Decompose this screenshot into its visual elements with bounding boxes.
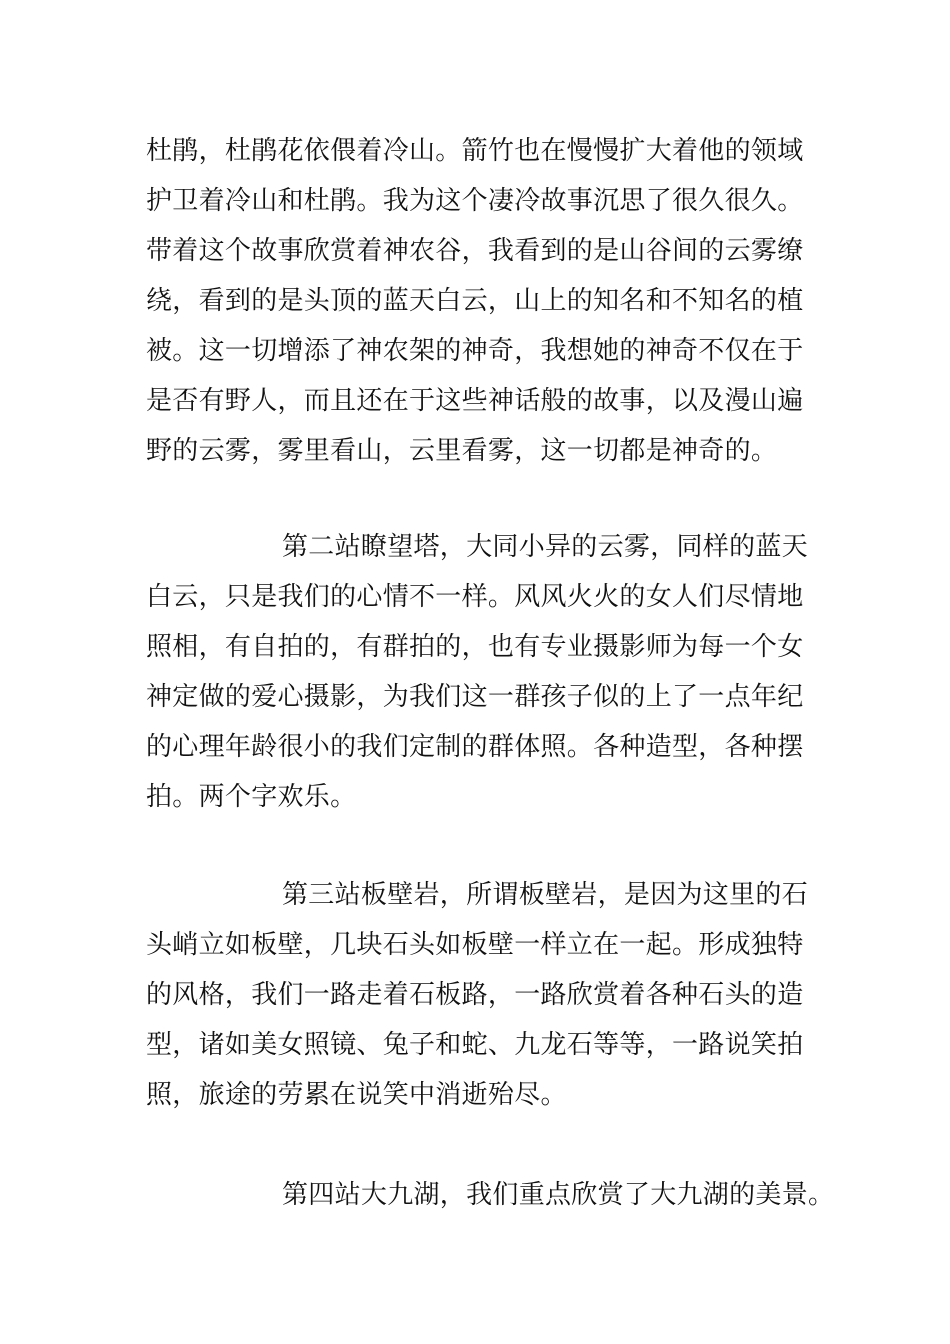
text-line: 带着这个故事欣赏着神农谷，我看到的是山谷间的云雾缭: [146, 236, 804, 266]
text-line: 第四站大九湖，我们重点欣赏了大九湖的美景。: [282, 1180, 835, 1210]
text-line: 拍。两个字欢乐。: [146, 782, 357, 812]
text-line: 绕，看到的是头顶的蓝天白云，山上的知名和不知名的植: [146, 286, 804, 316]
text-line: 照，旅途的劳累在说笑中消逝殆尽。: [146, 1080, 567, 1110]
text-line: 护卫着冷山和杜鹃。我为这个凄冷故事沉思了很久很久。: [146, 186, 804, 216]
text-line: 型，诸如美女照镜、兔子和蛇、九龙石等等，一路说笑拍: [146, 1030, 804, 1060]
text-line: 杜鹃，杜鹃花依偎着冷山。箭竹也在慢慢扩大着他的领域: [146, 136, 804, 166]
paragraph-4: [146, 1170, 846, 1220]
text-line: 白云，只是我们的心情不一样。风风火火的女人们尽情地: [146, 582, 804, 612]
paragraph-2: [146, 522, 846, 822]
text-line: 神定做的爱心摄影，为我们这一群孩子似的上了一点年纪: [146, 682, 804, 712]
paragraph-3: [146, 870, 846, 1120]
text-line: 被。这一切增添了神农架的神奇，我想她的神奇不仅在于: [146, 336, 804, 366]
text-line: 照相，有自拍的，有群拍的，也有专业摄影师为每一个女: [146, 632, 804, 662]
text-line: 第二站瞭望塔，大同小异的云雾，同样的蓝天: [282, 532, 809, 562]
text-line: 的心理年龄很小的我们定制的群体照。各种造型，各种摆: [146, 732, 804, 762]
text-line: 是否有野人，而且还在于这些神话般的故事，以及漫山遍: [146, 386, 804, 416]
text-line: 野的云雾，雾里看山，云里看雾，这一切都是神奇的。: [146, 436, 778, 466]
text-line: 第三站板壁岩，所谓板壁岩，是因为这里的石: [282, 880, 809, 910]
text-line: 头峭立如板壁，几块石头如板壁一样立在一起。形成独特: [146, 930, 804, 960]
text-line: 的风格，我们一路走着石板路，一路欣赏着各种石头的造: [146, 980, 804, 1010]
paragraph-1: [146, 126, 846, 476]
